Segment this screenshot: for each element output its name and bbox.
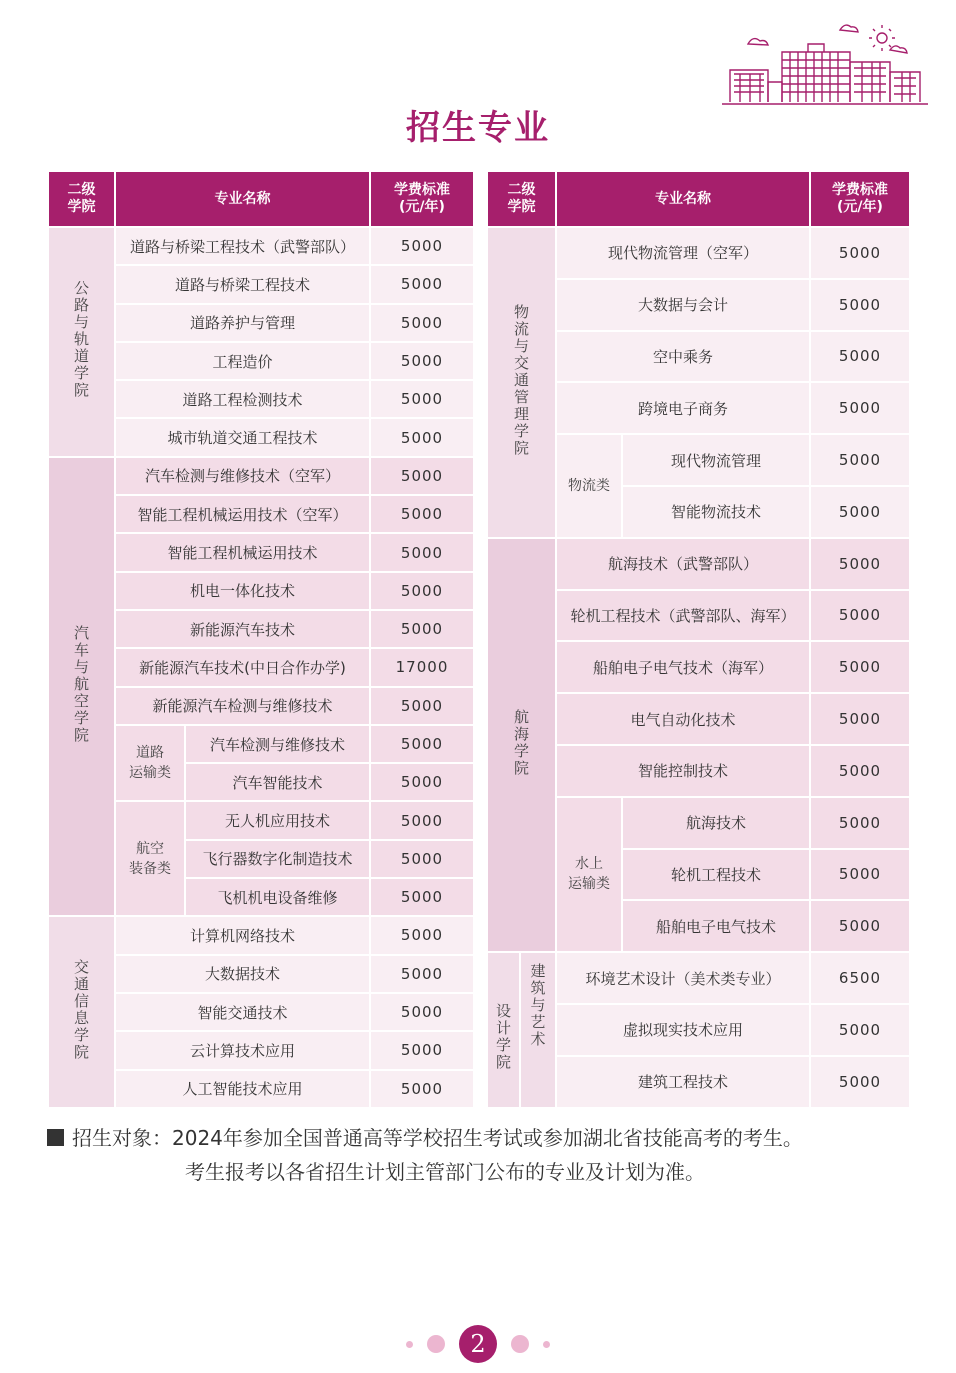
header-major: 专业名称 xyxy=(556,171,810,227)
major-name: 现代物流管理 xyxy=(622,434,810,486)
tuition-fee: 5000 xyxy=(370,878,474,916)
tuition-fee: 5000 xyxy=(810,331,910,383)
major-name: 汽车检测与维修技术 xyxy=(185,725,370,763)
page-indicator xyxy=(0,1325,956,1365)
major-name: 轮机工程技术 xyxy=(622,849,810,901)
major-name: 跨境电子商务 xyxy=(556,382,810,434)
tuition-fee: 5000 xyxy=(810,538,910,590)
tuition-fee: 5000 xyxy=(370,1031,474,1069)
tuition-fee: 5000 xyxy=(370,955,474,993)
square-bullet-icon xyxy=(47,1129,64,1146)
college-cell: 汽车与航空学院 xyxy=(48,457,115,917)
major-name: 新能源汽车技术(中日合作办学) xyxy=(115,648,370,686)
category-cell: 道路 运输类 xyxy=(115,725,185,802)
tuition-fee: 5000 xyxy=(370,763,474,801)
college-cell: 物流与交通管理学院 xyxy=(487,227,556,538)
major-name: 新能源汽车检测与维修技术 xyxy=(115,687,370,725)
major-name: 航海技术 xyxy=(622,797,810,849)
header-fee: 学费标准 (元/年) xyxy=(370,171,474,227)
tuition-fee: 5000 xyxy=(370,840,474,878)
tuition-fee: 5000 xyxy=(810,849,910,901)
college-cell: 建筑与艺术 xyxy=(520,952,556,1107)
header-major: 专业名称 xyxy=(115,171,370,227)
tuition-fee: 17000 xyxy=(370,648,474,686)
page-title: 招生专业 xyxy=(406,108,550,148)
note-line-1: 招生对象：2024年参加全国普通高等学校招生考试或参加湖北省技能高考的考生。 xyxy=(47,1121,927,1155)
tuition-fee: 5000 xyxy=(810,590,910,642)
page-number: 2 xyxy=(459,1325,497,1363)
major-name: 智能交通技术 xyxy=(115,993,370,1031)
enrollment-table-right xyxy=(486,170,911,1109)
major-name: 船舶电子电气技术（海军） xyxy=(556,641,810,693)
dot-icon xyxy=(427,1335,445,1353)
tuition-fee: 5000 xyxy=(810,1056,910,1108)
major-name: 飞机机电设备维修 xyxy=(185,878,370,916)
major-name: 无人机应用技术 xyxy=(185,801,370,839)
category-cell: 航空 装备类 xyxy=(115,801,185,916)
major-name: 新能源汽车技术 xyxy=(115,610,370,648)
major-name: 汽车检测与维修技术（空军） xyxy=(115,457,370,495)
tuition-fee: 5000 xyxy=(370,533,474,571)
tuition-fee: 5000 xyxy=(810,900,910,952)
header-college: 二级 学院 xyxy=(48,171,115,227)
major-name: 空中乘务 xyxy=(556,331,810,383)
campus-building-illustration xyxy=(720,22,930,110)
note-line-2: 考生报考以各省招生计划主管部门公布的专业及计划为准。 xyxy=(185,1160,705,1184)
dot-icon xyxy=(543,1341,550,1348)
tuition-fee: 5000 xyxy=(370,725,474,763)
tuition-fee: 5000 xyxy=(370,687,474,725)
major-name: 环境艺术设计（美术类专业） xyxy=(556,952,810,1004)
tuition-fee: 5000 xyxy=(370,418,474,456)
category-cell: 水上 运输类 xyxy=(556,797,622,952)
major-name: 船舶电子电气技术 xyxy=(622,900,810,952)
tuition-fee: 5000 xyxy=(370,227,474,265)
major-name: 道路工程检测技术 xyxy=(115,380,370,418)
cloud-icon xyxy=(748,39,768,45)
tuition-fee: 5000 xyxy=(370,342,474,380)
major-name: 航海技术（武警部队） xyxy=(556,538,810,590)
major-name: 汽车智能技术 xyxy=(185,763,370,801)
category-cell: 物流类 xyxy=(556,434,622,538)
tuition-fee: 5000 xyxy=(370,916,474,954)
header-college: 二级 学院 xyxy=(487,171,556,227)
tuition-fee: 5000 xyxy=(810,797,910,849)
tuition-fee: 5000 xyxy=(370,265,474,303)
tuition-fee: 5000 xyxy=(810,693,910,745)
college-cell: 设计学院 xyxy=(487,952,520,1107)
tuition-fee: 5000 xyxy=(810,279,910,331)
tuition-fee: 5000 xyxy=(370,801,474,839)
college-cell: 公路与轨道学院 xyxy=(48,227,115,457)
dot-icon xyxy=(406,1341,413,1348)
major-name: 智能物流技术 xyxy=(622,486,810,538)
tuition-fee: 5000 xyxy=(810,1004,910,1056)
major-name: 机电一体化技术 xyxy=(115,572,370,610)
tuition-fee: 5000 xyxy=(370,610,474,648)
major-name: 建筑工程技术 xyxy=(556,1056,810,1108)
tuition-fee: 5000 xyxy=(810,486,910,538)
major-name: 工程造价 xyxy=(115,342,370,380)
enrollment-note xyxy=(47,1121,927,1189)
header-fee: 学费标准 (元/年) xyxy=(810,171,910,227)
major-name: 智能工程机械运用技术（空军） xyxy=(115,495,370,533)
tuition-fee: 5000 xyxy=(370,495,474,533)
major-name: 云计算技术应用 xyxy=(115,1031,370,1069)
major-name: 智能控制技术 xyxy=(556,745,810,797)
major-name: 大数据与会计 xyxy=(556,279,810,331)
major-name: 虚拟现实技术应用 xyxy=(556,1004,810,1056)
major-name: 大数据技术 xyxy=(115,955,370,993)
tuition-fee: 5000 xyxy=(810,745,910,797)
major-name: 人工智能技术应用 xyxy=(115,1070,370,1108)
tuition-fee: 5000 xyxy=(370,572,474,610)
tuition-fee: 5000 xyxy=(370,1070,474,1108)
major-name: 计算机网络技术 xyxy=(115,916,370,954)
tuition-fee: 5000 xyxy=(370,380,474,418)
major-name: 道路与桥梁工程技术 xyxy=(115,265,370,303)
tuition-fee: 5000 xyxy=(370,457,474,495)
dot-icon xyxy=(511,1335,529,1353)
major-name: 电气自动化技术 xyxy=(556,693,810,745)
major-name: 城市轨道交通工程技术 xyxy=(115,418,370,456)
major-name: 道路养护与管理 xyxy=(115,304,370,342)
sun-icon xyxy=(877,33,887,43)
tuition-fee: 6500 xyxy=(810,952,910,1004)
tuition-fee: 5000 xyxy=(370,993,474,1031)
enrollment-table-left xyxy=(47,170,475,1109)
major-name: 轮机工程技术（武警部队、海军） xyxy=(556,590,810,642)
tuition-fee: 5000 xyxy=(810,227,910,279)
tuition-fee: 5000 xyxy=(810,382,910,434)
tuition-fee: 5000 xyxy=(810,434,910,486)
major-name: 飞行器数字化制造技术 xyxy=(185,840,370,878)
major-name: 现代物流管理（空军） xyxy=(556,227,810,279)
major-name: 道路与桥梁工程技术（武警部队） xyxy=(115,227,370,265)
tuition-fee: 5000 xyxy=(810,641,910,693)
college-cell: 航海学院 xyxy=(487,538,556,952)
tuition-fee: 5000 xyxy=(370,304,474,342)
major-name: 智能工程机械运用技术 xyxy=(115,533,370,571)
college-cell: 交通信息学院 xyxy=(48,916,115,1107)
